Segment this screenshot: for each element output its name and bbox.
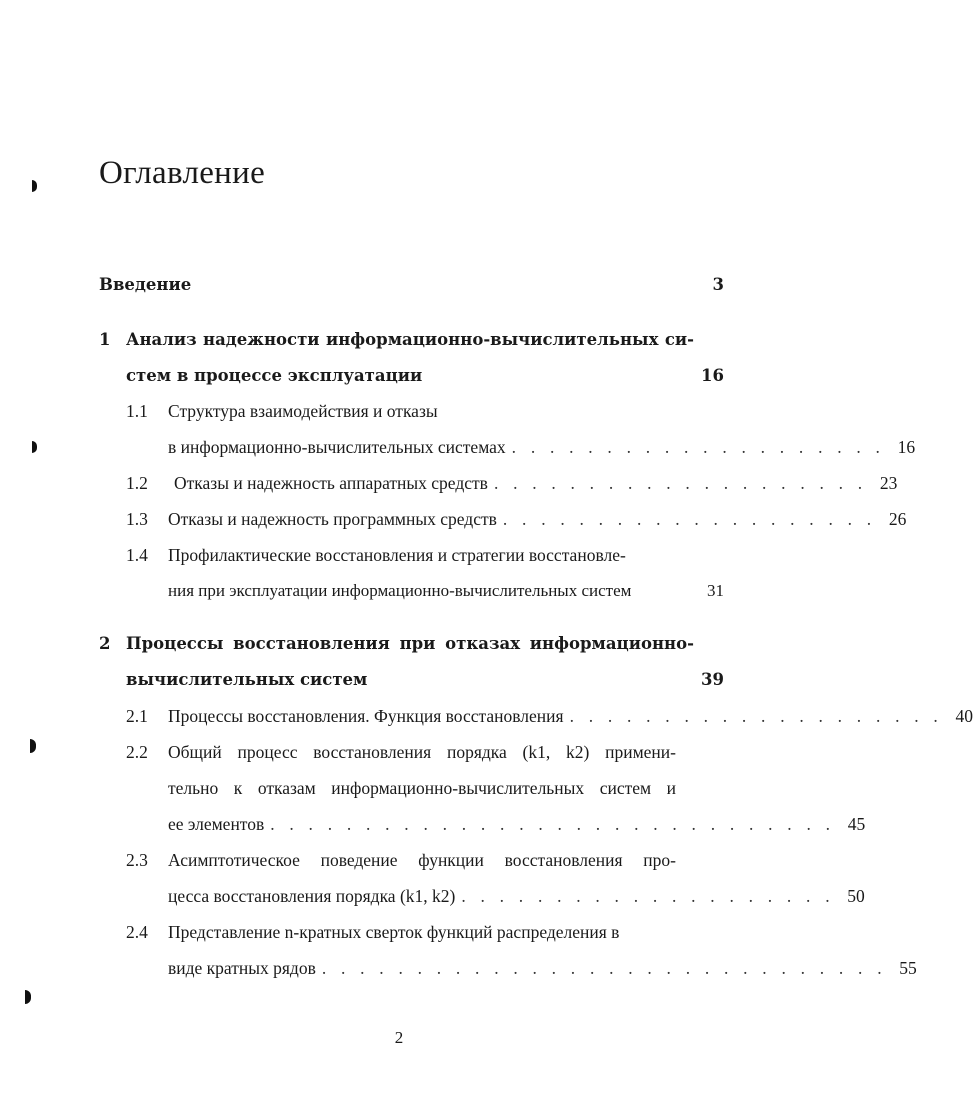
section-1-1-text1: Структура взаимодействия и отказы — [168, 401, 438, 421]
section-2-3-page: 50 — [847, 886, 865, 906]
section-1-4-number: 1.4 — [126, 545, 148, 565]
toc-intro-page: 3 — [712, 275, 724, 294]
chapter-2-number: 2 — [99, 634, 111, 653]
page-title: Оглавление — [99, 155, 266, 191]
section-1-3-page: 26 — [888, 509, 907, 529]
section-2-2-number: 2.2 — [126, 742, 148, 762]
section-2-4-line1[interactable] — [168, 922, 676, 943]
section-1-2-page: 23 — [879, 473, 898, 493]
section-1-3-text1: Отказы и надежность программных средств — [168, 509, 497, 529]
chapter-2-title-text2: вычислительных систем — [126, 670, 368, 689]
chapter-1-title-line2[interactable] — [126, 366, 724, 385]
section-1-4-line1[interactable] — [168, 545, 688, 566]
chapter-1-title-text1: Анализ надежности информационно-вычислительных си- — [126, 330, 694, 349]
section-2-4-page: 55 — [899, 958, 917, 978]
section-2-3-number: 2.3 — [126, 850, 148, 870]
section-1-3-number: 1.3 — [126, 509, 148, 529]
section-2-4-number: 2.4 — [126, 922, 148, 942]
section-1-3-line1[interactable]: Отказы и надежность программных средств . . . . . . . . . . . . . . . . . . . . 26 — [168, 509, 907, 529]
scan-mark — [30, 739, 36, 753]
section-2-1-line1[interactable]: Процессы восстановления. Функция восстановления . . . . . . . . . . . . . . . . . . . . 40 — [168, 706, 973, 726]
section-2-2-line1[interactable] — [168, 742, 676, 763]
chapter-1-title-line1[interactable] — [126, 330, 694, 349]
section-2-3-text2: цесса восстановления порядка (k1, k2) — [168, 886, 456, 906]
scan-mark — [25, 990, 31, 1004]
chapter-2-title-line2[interactable] — [126, 670, 724, 689]
chapter-2-page: 39 — [701, 670, 724, 689]
section-1-1-text2: в информационно-вычислительных системах — [168, 437, 506, 457]
section-2-1-number: 2.1 — [126, 706, 148, 726]
section-2-2-line2[interactable] — [168, 778, 676, 799]
section-2-2-text1: Общий процесс восстановления порядка (k1, k2) примени- — [168, 742, 676, 762]
section-1-1-page: 16 — [897, 437, 916, 457]
section-2-2-line3[interactable]: ее элементов . . . . . . . . . . . . . . . . . . . . . . . . . . . . . . 45 — [168, 814, 866, 834]
section-1-1-number: 1.1 — [126, 401, 148, 421]
chapter-1-title-text2: стем в процессе эксплуатации — [126, 366, 423, 385]
section-1-4-text2: ния при эксплуатации информационно-вычислительных систем — [168, 581, 632, 600]
section-2-3-text1: Асимптотическое поведение функции восстановления про- — [168, 850, 676, 870]
section-1-4-line2[interactable] — [168, 581, 724, 601]
toc-intro[interactable] — [99, 275, 724, 294]
section-2-4-text1: Представление n-кратных сверток функций распределения в — [168, 922, 620, 942]
section-1-1-line1[interactable] — [168, 401, 688, 422]
chapter-1-page: 16 — [701, 366, 724, 385]
section-2-4-line2[interactable]: виде кратных рядов . . . . . . . . . . . . . . . . . . . . . . . . . . . . . . 55 — [168, 958, 917, 978]
section-1-2-text1: Отказы и надежность аппаратных средств — [174, 473, 488, 493]
section-1-4-page: 31 — [707, 581, 724, 600]
section-1-2-line1[interactable]: Отказы и надежность аппаратных средств . . . . . . . . . . . . . . . . . . . . 23 — [174, 473, 898, 493]
section-2-1-text1: Процессы восстановления. Функция восстановления — [168, 706, 564, 726]
section-1-1-line2[interactable]: в информационно-вычислительных системах . . . . . . . . . . . . . . . . . . . . 16 — [168, 437, 916, 457]
section-2-2-page: 45 — [847, 814, 866, 834]
section-2-3-line2[interactable]: цесса восстановления порядка (k1, k2) . . . . . . . . . . . . . . . . . . . . 50 — [168, 886, 865, 906]
section-2-1-page: 40 — [955, 706, 973, 726]
page-number: 2 — [394, 1028, 404, 1047]
section-1-2-number: 1.2 — [126, 473, 148, 493]
section-2-3-line1[interactable] — [168, 850, 676, 871]
chapter-1-number: 1 — [99, 330, 111, 349]
scan-mark — [32, 180, 37, 192]
scan-mark — [32, 441, 37, 453]
toc-intro-label: Введение — [99, 275, 192, 294]
section-2-2-text2: тельно к отказам информационно-вычислительных систем и — [168, 778, 676, 798]
chapter-2-title-line1[interactable] — [126, 634, 694, 653]
section-2-2-text3: ее элементов — [168, 814, 265, 834]
section-1-4-text1: Профилактические восстановления и стратегии восстановле- — [168, 545, 626, 565]
chapter-2-title-text1: Процессы восстановления при отказах информационно- — [126, 634, 694, 653]
section-2-4-text2: виде кратных рядов — [168, 958, 316, 978]
